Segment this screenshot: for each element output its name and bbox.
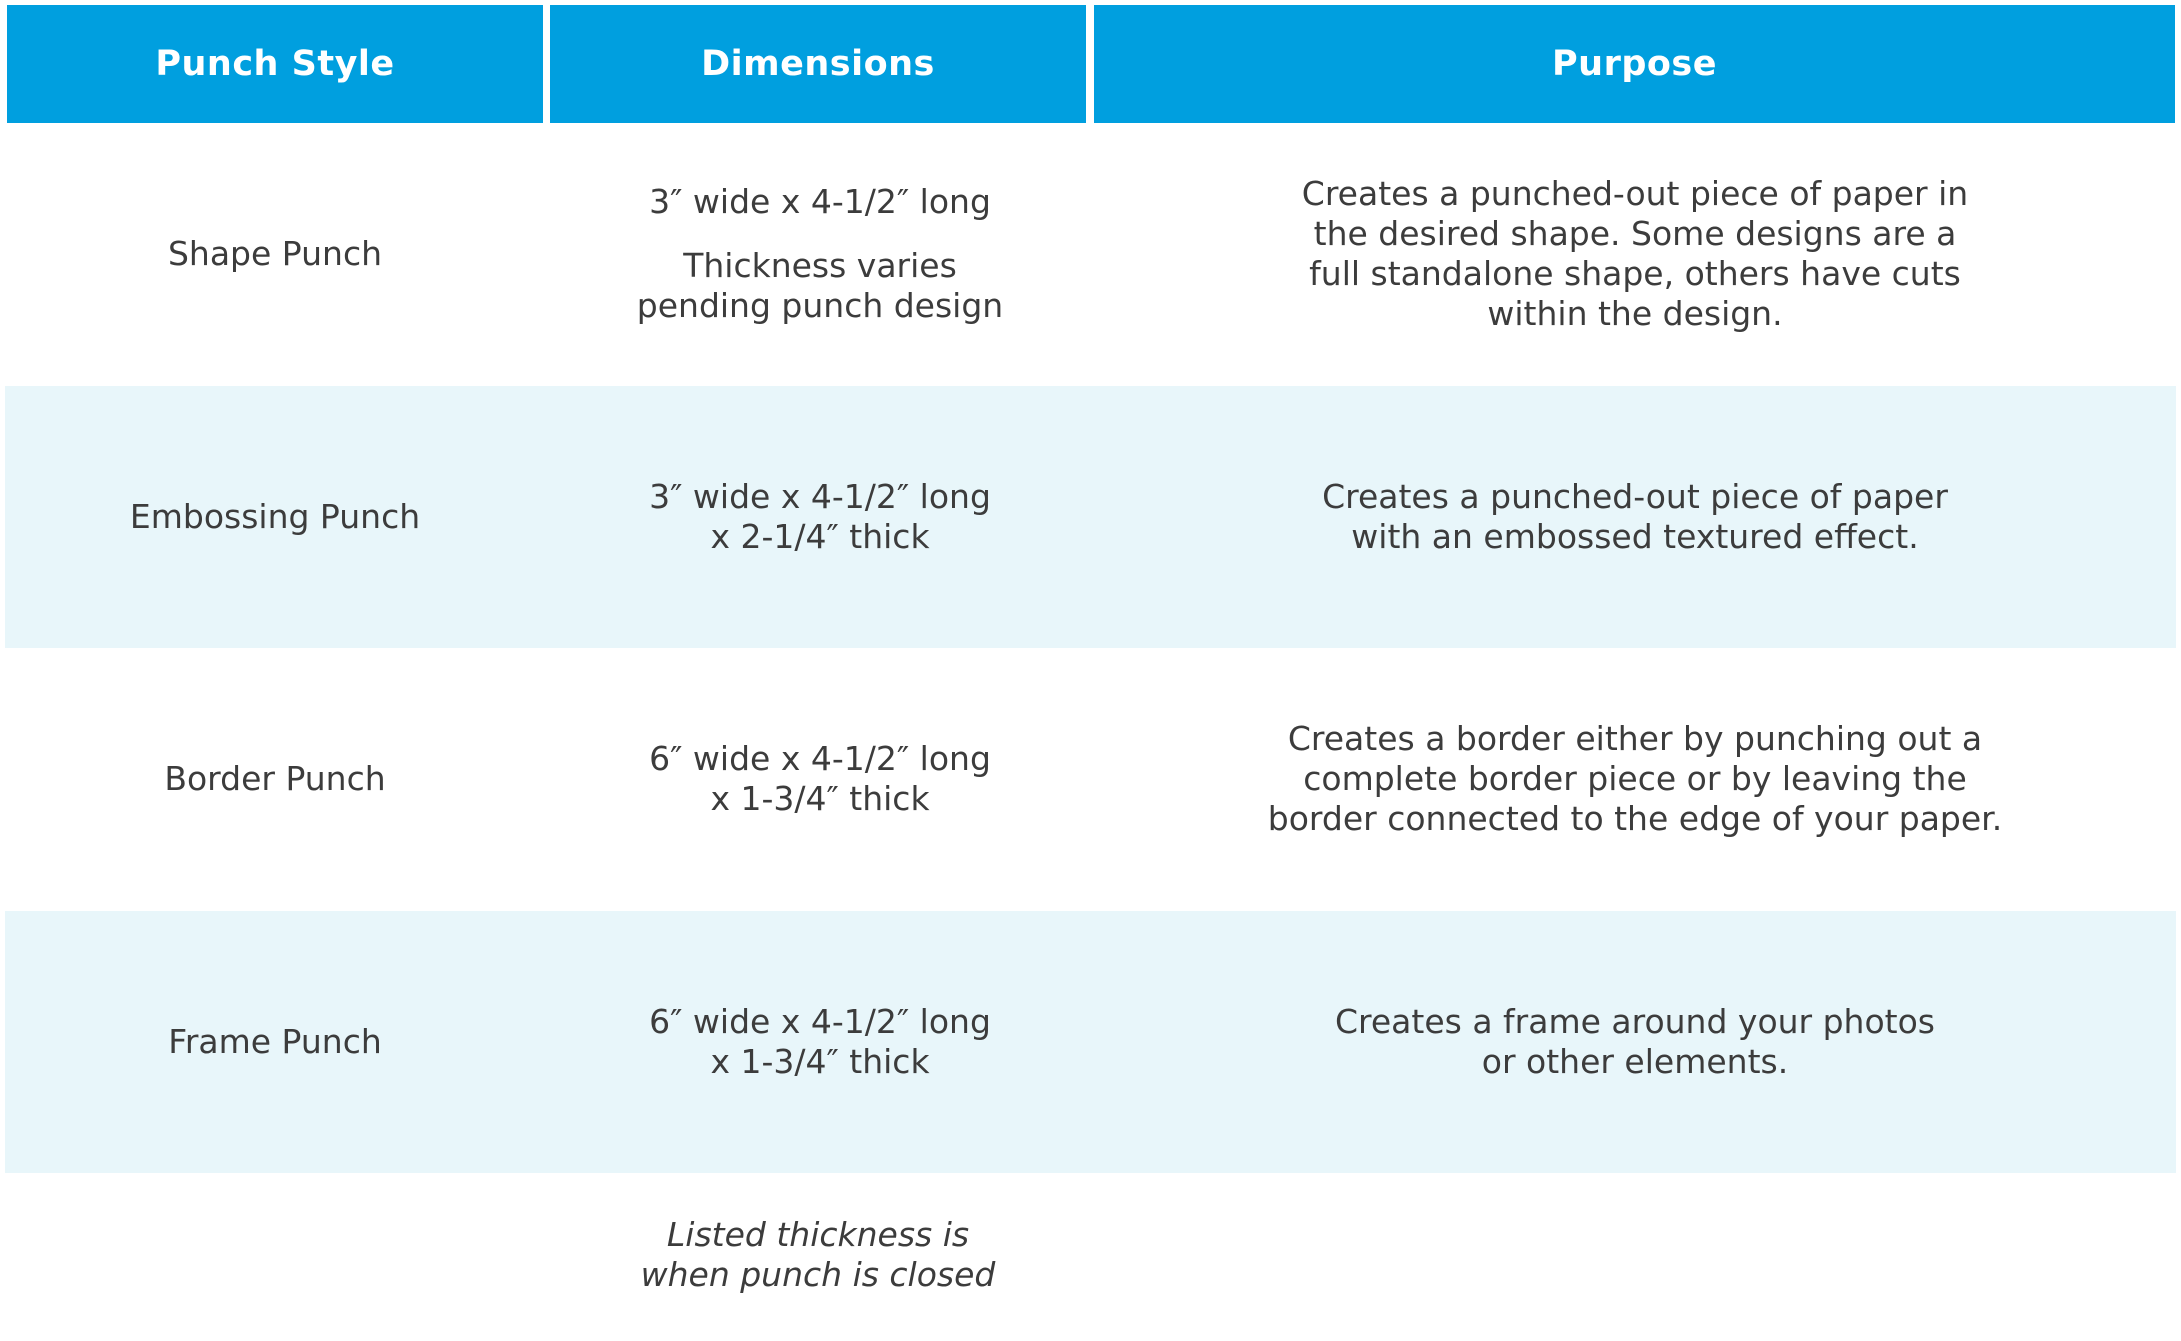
purpose-cell	[1094, 386, 2176, 648]
punch-style-cell	[5, 386, 545, 648]
purpose-line: within the design.	[1487, 294, 1783, 333]
dimensions-line: x 1-3/4″ thick	[710, 779, 930, 818]
dimensions-note-line: Thickness varies	[683, 246, 957, 285]
dimensions-note-line: pending punch design	[636, 286, 1004, 325]
purpose-line: or other elements.	[1481, 1042, 1789, 1081]
table-row	[5, 386, 2176, 648]
purpose-cell	[1094, 648, 2176, 910]
table-row	[5, 123, 2176, 385]
punch-style-name: Shape Punch	[167, 234, 383, 273]
purpose-cell	[1094, 123, 2176, 385]
punch-style-cell	[5, 123, 545, 385]
dimensions-cell	[550, 123, 1090, 385]
purpose-line: the desired shape. Some designs are a	[1313, 214, 1957, 253]
purpose-line: Creates a frame around your photos	[1335, 1002, 1935, 1041]
header-dimensions: Dimensions	[550, 5, 1086, 123]
dimensions-line: 6″ wide x 4-1/2″ long	[649, 1002, 991, 1041]
table-header-row	[0, 5, 2181, 123]
dimensions-cell	[550, 386, 1090, 648]
dimensions-line: 3″ wide x 4-1/2″ long	[649, 477, 991, 516]
dimensions-cell	[550, 648, 1090, 910]
header-purpose: Purpose	[1094, 5, 2175, 123]
punch-style-cell	[5, 648, 545, 910]
purpose-line: with an embossed textured effect.	[1351, 517, 1919, 556]
punch-style-name: Frame Punch	[168, 1022, 382, 1061]
dimensions-line: x 1-3/4″ thick	[710, 1042, 930, 1081]
footnote-line: Listed thickness is	[666, 1215, 970, 1254]
purpose-line: Creates a punched-out piece of paper in	[1301, 174, 1969, 213]
dimensions-line: 6″ wide x 4-1/2″ long	[649, 739, 991, 778]
dimensions-cell	[550, 911, 1090, 1173]
dimensions-line: x 2-1/4″ thick	[710, 517, 930, 556]
purpose-line: Creates a border either by punching out a	[1287, 719, 1983, 758]
punch-style-cell	[5, 911, 545, 1173]
header-punch-style: Punch Style	[7, 5, 543, 123]
punch-style-name: Embossing Punch	[129, 497, 421, 536]
table-row	[5, 648, 2176, 910]
purpose-line: complete border piece or by leaving the	[1303, 759, 1967, 798]
purpose-line: border connected to the edge of your paper.	[1267, 799, 2003, 838]
purpose-cell	[1094, 911, 2176, 1173]
purpose-line: Creates a punched-out piece of paper	[1322, 477, 1948, 516]
thickness-footnote	[550, 1215, 1086, 1295]
dimensions-line: 3″ wide x 4-1/2″ long	[649, 182, 991, 221]
table-row	[5, 911, 2176, 1173]
footnote-line: when punch is closed	[640, 1255, 996, 1294]
punch-style-name: Border Punch	[164, 759, 386, 798]
purpose-line: full standalone shape, others have cuts	[1309, 254, 1961, 293]
